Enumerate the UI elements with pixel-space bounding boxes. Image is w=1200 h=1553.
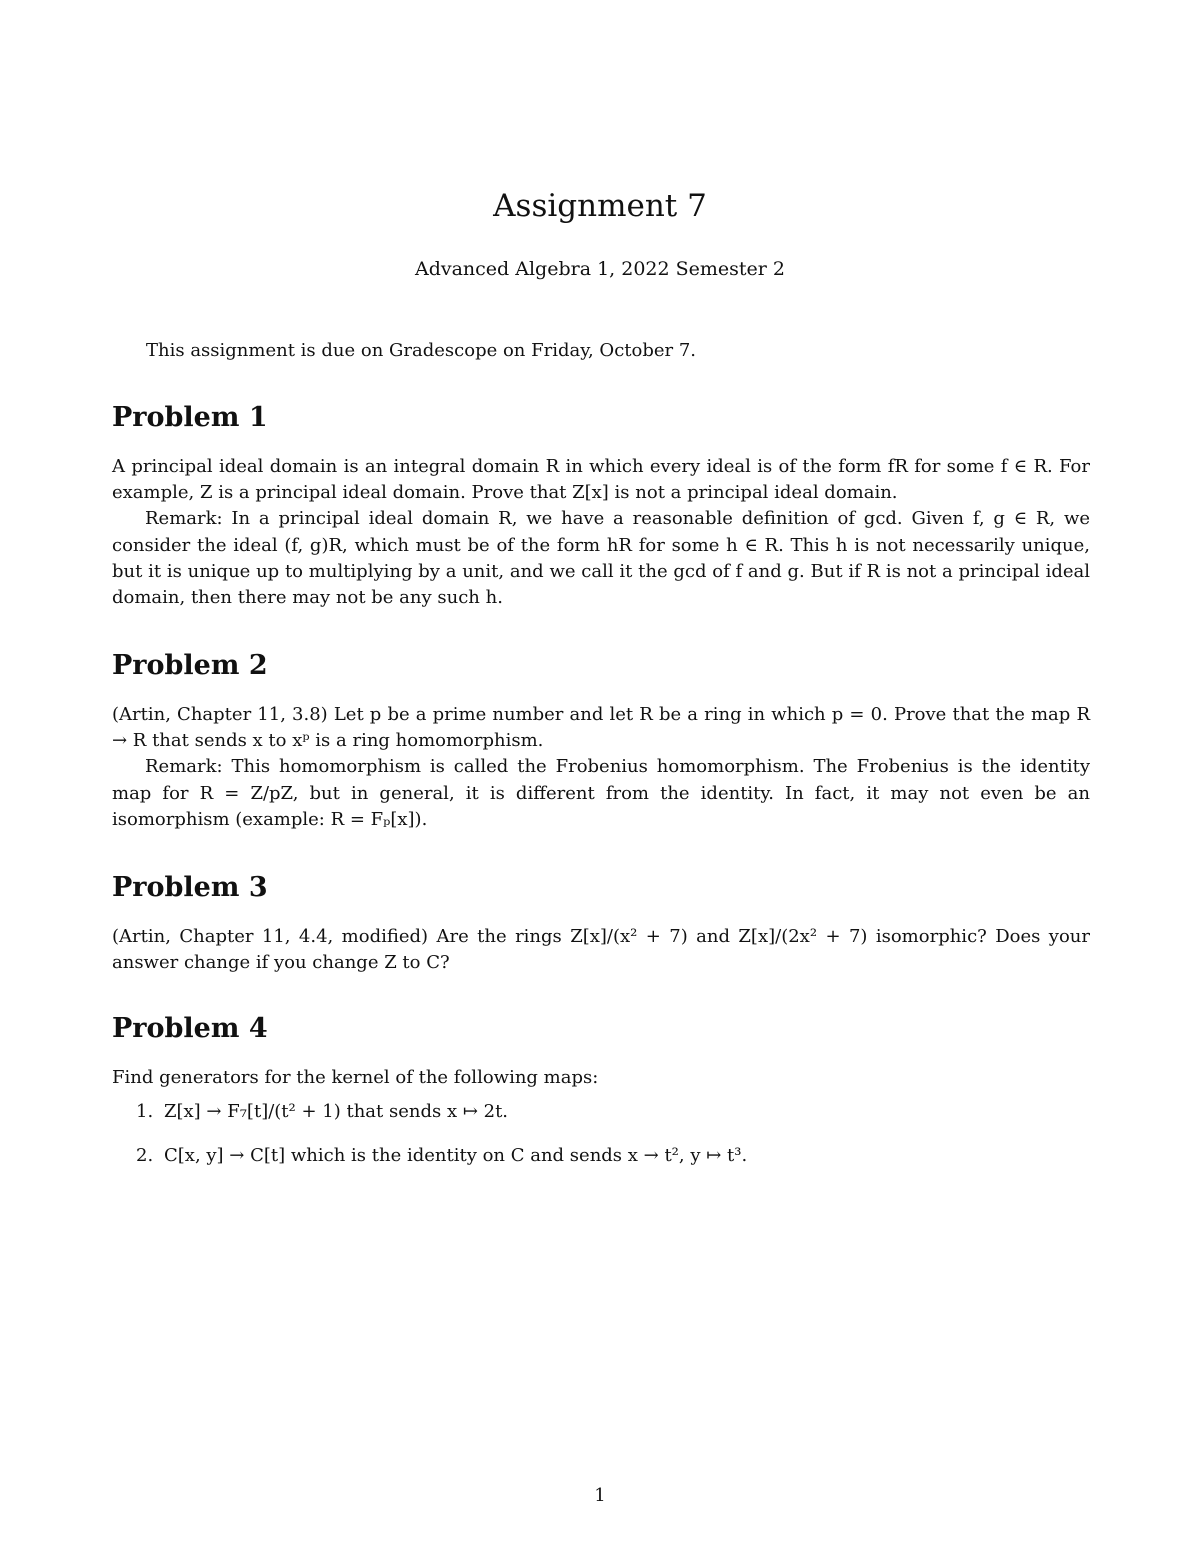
problem-1-section: [112, 398, 1090, 611]
list-item-number: 1.: [136, 1101, 154, 1123]
problem-1-heading: Problem 1: [112, 402, 268, 433]
problem-3-heading: Problem 3: [112, 872, 268, 903]
problem-4-heading: Problem 4: [112, 1013, 268, 1044]
problem-2-statement: (Artin, Chapter 11, 3.8) Let p be a prime number and let R be a ring in which p = 0. Prove that the map R → R that sends x to xᵖ is a ring homomorphism.: [112, 704, 1090, 752]
problem-3-section: [112, 868, 1090, 976]
due-date-notice: This assignment is due on Gradescope on Friday, October 7.: [146, 340, 697, 361]
problem-1-remark: Remark: In a principal ideal domain R, we have a reasonable definition of gcd. Given f, g ∈ R, we consider the ideal (f, g)R, which must be of the form hR for some h ∈ R. This h is not necessarily unique, but it is unique up to multiplying by a unit, and we call it the gcd of f and g. But if R is not a principal ideal domain, then there may not be any such h.: [112, 508, 1090, 609]
page-subtitle: Advanced Algebra 1, 2022 Semester 2: [414, 258, 785, 280]
problem-3-statement: (Artin, Chapter 11, 4.4, modified) Are the rings Z[x]/(x² + 7) and Z[x]/(2x² + 7) isomorphic? Does your answer change if you change Z to C?: [112, 926, 1090, 974]
problem-2-heading: Problem 2: [112, 650, 268, 681]
problem-1-statement: A principal ideal domain is an integral domain R in which every ideal is of the form fR for some f ∈ R. For example, Z is a principal ideal domain. Prove that Z[x] is not a principal ideal domain.: [112, 456, 1090, 504]
page-number: 1: [594, 1485, 606, 1506]
problem-4-list: [112, 1099, 1090, 1169]
list-item-text: Z[x] → F₇[t]/(t² + 1) that sends x ↦ 2t.: [164, 1101, 509, 1123]
problem-2-section: [112, 646, 1090, 833]
list-item-number: 2.: [136, 1145, 154, 1167]
problem-4-section: [112, 1009, 1090, 1187]
problem-2-remark: Remark: This homomorphism is called the Frobenius homomorphism. The Frobenius is the identity map for R = Z/pZ, but in general, it is different from the identity. In fact, it may not even be an isomorphism (example: R = Fₚ[x]).: [112, 756, 1090, 830]
problem-4-intro: Find generators for the kernel of the following maps:: [112, 1067, 599, 1088]
list-item-text: C[x, y] → C[t] which is the identity on C and sends x → t², y ↦ t³.: [164, 1145, 748, 1167]
list-item: [136, 1143, 1090, 1169]
list-item: [136, 1099, 1090, 1125]
page-title: Assignment 7: [493, 188, 707, 224]
